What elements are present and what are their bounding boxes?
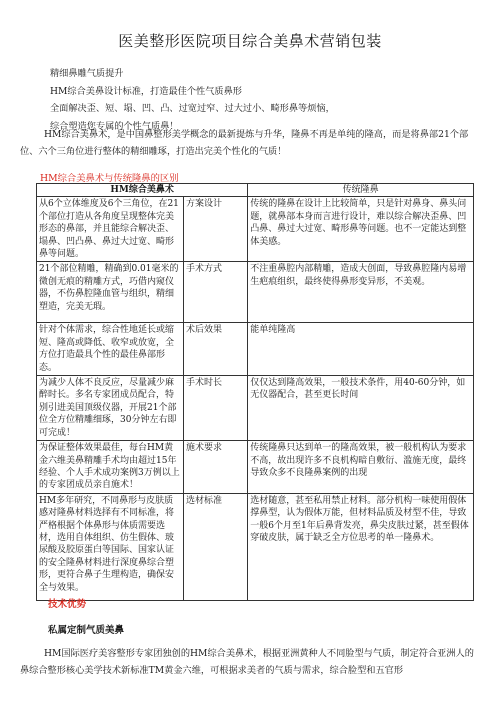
hm-cell: 针对个体需求，综合性地延长或缩短、隆高或降低、收窄或放宽，全方位打造最具个性的最佳鼻部形态。 <box>37 323 184 376</box>
hm-cell: HM多年研究，不同鼻形与皮肤质感对隆鼻材料选择有不同标准，将严格根据个体鼻形与体质需要选材，选用自体组织、仿生假体、玻尿酸及胶原蛋白等国际、国家认证的安全隆鼻材料进行深度鼻综合塑形，更符合鼻子生理构造，确保安全与效果。 <box>37 493 184 600</box>
closing-paragraph <box>20 645 482 679</box>
sub-heading: 私属定制气质美鼻 <box>48 625 125 636</box>
intro-block <box>50 65 480 135</box>
intro-line: 全面解决歪、短、塌、凹、凸、过宽过窄、过大过小、畸形鼻等烦恼， <box>50 103 335 114</box>
paragraph-text: HM综合美鼻术，是中国鼻整形美学概念的最新提炼与升华，隆鼻不再是单纯的隆高，而是将鼻部21个部位、六个三角位进行整体的精细雕琢，打造出完美个性化的气质！ <box>20 129 469 157</box>
hm-cell: 从6个立体维度及6个三角位，在21个部位打造从各角度呈现整体完美形态的鼻部，并且能综合解决歪、塌鼻、凹凸鼻、鼻过大过宽、畸形鼻等问题。 <box>37 197 184 262</box>
hm-cell: 为减少人体不良反应，尽量减少麻醉时长。多名专家团成员配合，特别引进美国顶级仪器，开展21个部位全方位精雕细琢，30分钟左右即可完成！ <box>37 376 184 441</box>
hm-cell: 21个部位精雕，精确到0.01毫米的微创无痕的精雕方式，巧借内窥仪器，不伤鼻腔隆血管与组织，精细塑造，完美无瑕。 <box>37 262 184 323</box>
traditional-cell: 传统的隆鼻在设计上比较简单，只是针对鼻身、鼻头问题，就鼻部本身而言进行设计，难以综合解决歪鼻、凹凸鼻、鼻过大过宽、畸形鼻等问题。也不一定能达到整体美感。 <box>248 197 474 262</box>
paragraph-text: HM国际医疗美容整形专家团独创的HM综合美鼻术，根据亚洲黄种人不同脸型与气质，制定符合亚洲人的鼻综合整形核心美学技术新标准TM黄金六维，可根据求美者的气质与需求，综合脸型和五官形 <box>20 648 474 676</box>
section-heading: HM综合美鼻术与传统隆鼻的区别 <box>40 173 179 184</box>
traditional-cell: 选材随意，甚至私用禁止材料。部分机构一味使用假体撑鼻型，认为假体万能，但材料品质及材型不佳，导致一般6个月至1年后鼻背发亮，鼻尖皮肤过紧，甚至假体穿破皮肤，属于缺乏全方位思考的单一隆鼻术。 <box>248 493 474 600</box>
table-row <box>37 493 474 600</box>
hm-cell: 为保证整体效果最佳，每台HM黄金六维美鼻精雕手术均由超过15年经验、个人手术成功案例3万例以上的专家团成员亲自施术！ <box>37 441 184 494</box>
advantages-heading: 技术优势 <box>48 599 87 610</box>
aspect-cell: 手术时长 <box>184 376 248 441</box>
table-row <box>37 441 474 494</box>
aspect-cell: 术后效果 <box>184 323 248 376</box>
traditional-cell: 传统隆鼻只达到单一的隆高效果，被一般机构认为要求不高，故出现许多不良机构暗自敷衍、滥施无度，最终导致众多不良隆鼻案例的出现 <box>248 441 474 494</box>
intro-paragraph <box>20 126 482 160</box>
traditional-cell: 不注重鼻腔内部精雕，造成大创面，导致鼻腔隆内易增生疤痕组织，最终使得鼻形变异形，不美观。 <box>248 262 474 323</box>
table-header-row <box>37 184 474 197</box>
aspect-cell: 方案设计 <box>184 197 248 262</box>
header-hm: HM综合美鼻术 <box>37 184 248 197</box>
traditional-cell: 仅仅达到隆高效果，一般技术条件，用40-60分钟，如无仪器配合，甚至更长时间 <box>248 376 474 441</box>
intro-line: 综合塑造您专属的个性气质鼻！ <box>50 120 179 132</box>
comparison-table <box>36 183 474 601</box>
intro-line: HM综合美鼻设计标准，打造最佳个性气质鼻形 <box>50 85 242 97</box>
table-row <box>37 262 474 323</box>
aspect-cell: 手术方式 <box>184 262 248 323</box>
aspect-cell: 选材标准 <box>184 493 248 600</box>
document-title: 医美整形医院项目综合美鼻术营销包装 <box>118 32 382 50</box>
table-row <box>37 197 474 262</box>
table-row <box>37 323 474 376</box>
traditional-cell: 能单纯隆高 <box>248 323 474 376</box>
table-row <box>37 376 474 441</box>
header-traditional: 传统隆鼻 <box>248 184 474 197</box>
intro-line: 精细鼻雕气质提升 <box>50 68 124 79</box>
aspect-cell: 施术要求 <box>184 441 248 494</box>
